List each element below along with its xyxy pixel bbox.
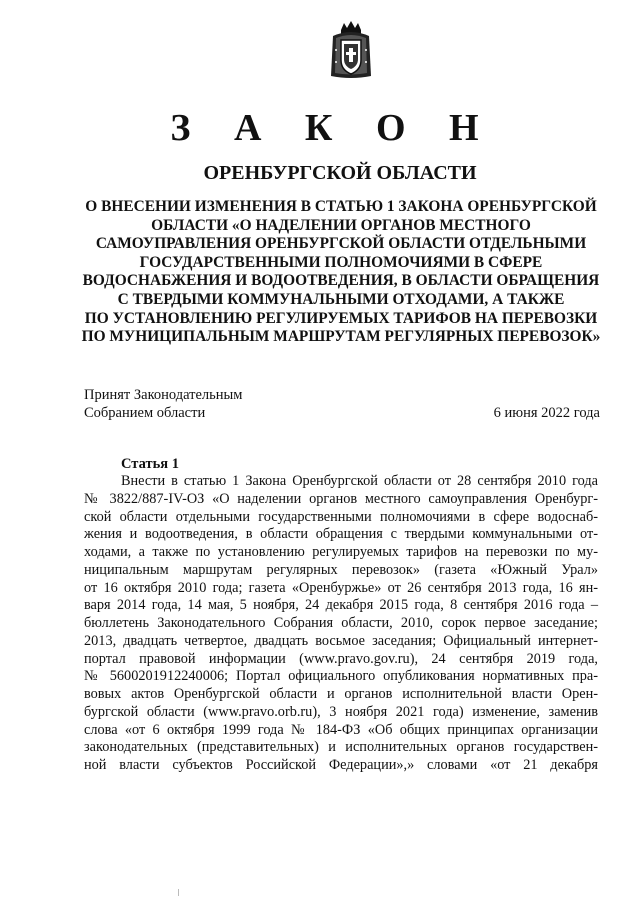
- law-subject: [80, 198, 602, 347]
- article-text-line: ходами, а также по установлению регулируемых тарифов на перевозки по му-: [84, 544, 598, 560]
- article-heading: Статья 1: [121, 456, 179, 472]
- article-text-line: бургской области (www.pravo.orb.ru), 3 ноября 2021 года) изменение, заменив: [84, 703, 598, 720]
- subject-line: ПО УСТАНОВЛЕНИЮ РЕГУЛИРУЕМЫХ ТАРИФОВ НА ПЕРЕВОЗКИ: [84, 309, 598, 327]
- subject-line: ГОСУДАРСТВЕННЫМИ ПОЛНОМОЧИЯМИ В СФЕРЕ: [139, 253, 543, 271]
- coat-of-arms-icon: [327, 20, 375, 80]
- subject-line: САМОУПРАВЛЕНИЯ ОРЕНБУРГСКОЙ ОБЛАСТИ ОТДЕЛЬНЫМИ: [95, 235, 587, 253]
- adoption-date: 6 июня 2022 года: [493, 404, 600, 421]
- article-text-line: № 3822/887-IV-ОЗ «О наделении органов местного самоуправления Оренбург-: [84, 490, 598, 507]
- article-text-line: жения и водоотведения, в области обращения с твердыми коммунальными от-: [84, 526, 598, 543]
- subject-line: С ТВЕРДЫМИ КОММУНАЛЬНЫМИ ОТХОДАМИ, А ТАКЖЕ: [117, 290, 565, 308]
- article-text-line: вовых актов Оренбургской области и органов исполнительной власти Орен-: [84, 686, 598, 702]
- article-text-line: № 5600201912240006; Портал официального опубликования нормативных пра-: [84, 668, 598, 685]
- subject-line: ВОДОСНАБЖЕНИЯ И ВОДООТВЕДЕНИЯ, В ОБЛАСТИ ОБРАЩЕНИЯ: [82, 272, 600, 290]
- article-text-line: бюллетень Законодательного Собрания области, 2010, сорок первое заседание;: [84, 615, 598, 631]
- article-text-line: ниципальным маршрутам регулярных перевозок» (газета «Южный Урал»: [84, 561, 598, 578]
- article-text-line: слова «от 6 октября 1999 года № 184-ФЗ «Об общих принципах организации: [84, 721, 598, 738]
- article-text-line: варя 2014 года, 14 мая, 5 ноября, 24 декабря 2015 года, 8 сентября 2016 года –: [84, 597, 598, 614]
- article-text-line: от 16 октября 2010 года; газета «Оренбуржье» от 26 сентября 2013 года, 16 ян-: [84, 579, 598, 596]
- region-title: ОРЕНБУРГСКОЙ ОБЛАСТИ: [203, 162, 477, 184]
- article-text-line: 2013, двадцать четвертое, двадцать восьмое заседания; Официальный интернет-: [84, 632, 598, 649]
- law-title: З А К О Н: [170, 107, 496, 149]
- adopted-by-line-2: Собранием области: [84, 404, 206, 421]
- subject-line: ПО МУНИЦИПАЛЬНЫМ МАРШРУТАМ РЕГУЛЯРНЫХ ПЕРЕВОЗОК»: [81, 328, 601, 346]
- article-body: [84, 473, 598, 775]
- subject-line: О ВНЕСЕНИИ ИЗМЕНЕНИЯ В СТАТЬЮ 1 ЗАКОНА ОРЕНБУРГСКОЙ: [85, 198, 597, 215]
- article-text-line: портал правовой информации (www.pravo.gov.ru), 24 сентября 2019 года,: [84, 650, 598, 667]
- article-text-line: ной власти субъектов Российской Федерации»,» словами «от 21 декабря: [84, 757, 598, 773]
- scan-mark: [178, 889, 179, 896]
- subject-line: ОБЛАСТИ «О НАДЕЛЕНИИ ОРГАНОВ МЕСТНОГО: [151, 216, 531, 234]
- adoption-block: [84, 387, 600, 422]
- article-text-line: ской области отдельными государственными полномочиями в сфере водоснаб-: [84, 508, 598, 525]
- article-text-line: Внести в статью 1 Закона Оренбургской области от 28 сентября 2010 года: [121, 473, 598, 489]
- adopted-by-line-1: Принят Законодательным: [84, 387, 243, 403]
- article-text-line: законодательных (представительных) и исполнительных органов государствен-: [84, 739, 598, 756]
